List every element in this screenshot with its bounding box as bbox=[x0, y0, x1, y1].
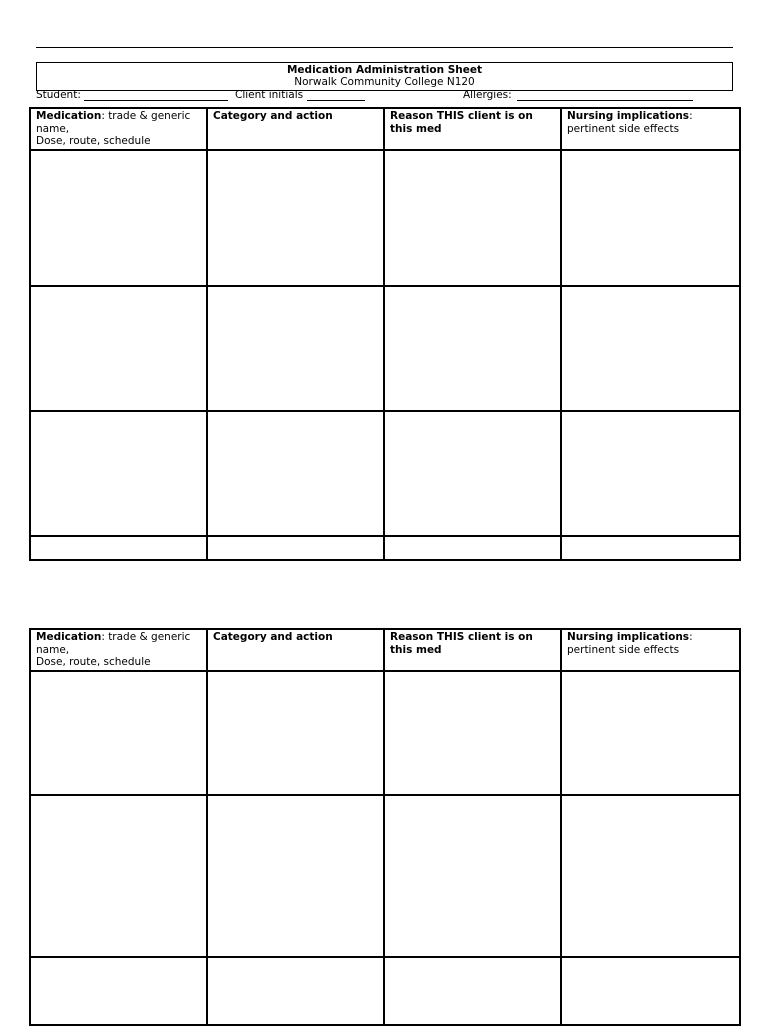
entry-cell[interactable] bbox=[207, 411, 384, 536]
sheet-header bbox=[36, 62, 733, 91]
top-rule bbox=[36, 47, 733, 48]
table-row bbox=[30, 411, 740, 536]
entry-cell[interactable] bbox=[207, 957, 384, 1025]
student-label: Student: bbox=[36, 89, 81, 101]
header-cell-category: Category and action bbox=[207, 629, 384, 671]
entry-cell[interactable] bbox=[207, 150, 384, 286]
allergies-label: Allergies: bbox=[463, 89, 512, 101]
entry-cell[interactable] bbox=[561, 286, 740, 411]
entry-cell[interactable] bbox=[561, 536, 740, 560]
entry-cell[interactable] bbox=[561, 150, 740, 286]
entry-cell[interactable] bbox=[561, 957, 740, 1025]
table-header-row bbox=[30, 629, 740, 671]
entry-cell[interactable] bbox=[561, 795, 740, 957]
entry-cell[interactable] bbox=[30, 150, 207, 286]
entry-cell[interactable] bbox=[384, 286, 561, 411]
entry-cell[interactable] bbox=[384, 795, 561, 957]
header-cell-nursing: Nursing implications: pertinent side effects bbox=[561, 629, 740, 671]
allergies-field[interactable] bbox=[517, 100, 693, 101]
entry-cell[interactable] bbox=[30, 671, 207, 795]
entry-cell[interactable] bbox=[207, 795, 384, 957]
entry-cell[interactable] bbox=[30, 286, 207, 411]
medication-table-1 bbox=[29, 107, 741, 561]
header-cell-reason: Reason THIS client is on this med bbox=[384, 629, 561, 671]
entry-cell[interactable] bbox=[30, 957, 207, 1025]
entry-cell[interactable] bbox=[561, 671, 740, 795]
table-header-row bbox=[30, 108, 740, 150]
medication-table-2 bbox=[29, 628, 741, 1026]
table-row bbox=[30, 150, 740, 286]
client-initials-label: Client initials bbox=[235, 89, 304, 101]
entry-cell[interactable] bbox=[30, 411, 207, 536]
header-cell-category: Category and action bbox=[207, 108, 384, 150]
sheet-subtitle: Norwalk Community College N120 bbox=[294, 76, 475, 88]
table-row bbox=[30, 286, 740, 411]
sheet-title: Medication Administration Sheet bbox=[286, 64, 482, 76]
entry-cell[interactable] bbox=[384, 150, 561, 286]
table-row bbox=[30, 957, 740, 1025]
student-field[interactable] bbox=[84, 100, 228, 101]
header-cell-nursing: Nursing implications: pertinent side effects bbox=[561, 108, 740, 150]
header-cell-reason: Reason THIS client is on this med bbox=[384, 108, 561, 150]
entry-cell[interactable] bbox=[207, 286, 384, 411]
table-row bbox=[30, 795, 740, 957]
client-initials-field[interactable] bbox=[307, 100, 365, 101]
entry-cell[interactable] bbox=[30, 795, 207, 957]
header-cell-medication: Medication: trade & generic name, Dose, route, schedule bbox=[30, 108, 207, 150]
entry-cell[interactable] bbox=[384, 536, 561, 560]
entry-cell[interactable] bbox=[561, 411, 740, 536]
entry-cell[interactable] bbox=[30, 536, 207, 560]
table-row bbox=[30, 671, 740, 795]
entry-cell[interactable] bbox=[384, 671, 561, 795]
entry-cell[interactable] bbox=[207, 671, 384, 795]
entry-cell[interactable] bbox=[384, 957, 561, 1025]
entry-cell[interactable] bbox=[384, 411, 561, 536]
entry-cell[interactable] bbox=[207, 536, 384, 560]
header-cell-medication: Medication: trade & generic name, Dose, route, schedule bbox=[30, 629, 207, 671]
table-row bbox=[30, 536, 740, 560]
